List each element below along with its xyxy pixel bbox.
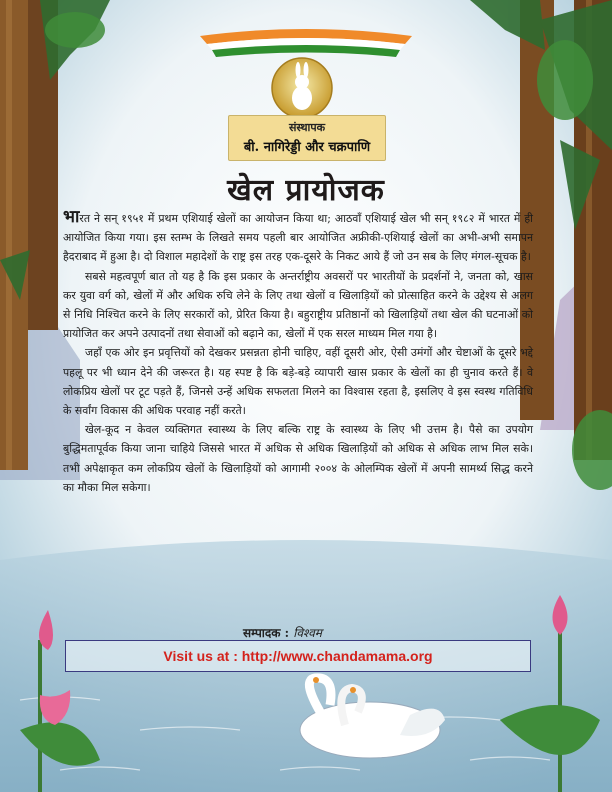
visit-link[interactable]: Visit us at : http://www.chandamama.org [163,648,433,664]
rabbit-moon-emblem-icon [272,58,332,118]
paragraph-2: सबसे महत्वपूर्ण बात तो यह है कि इस प्रकार के अन्तर्राष्ट्रीय अवसरों पर भारतीयों के प्रदर्शनों ने, जनता को, खास कर युवा वर्ग को, खेलों में और अधिक रुचि लेने के लिए तथा खेलों व खिलाड़ियों को प्रोत्साहित करने के उद्देश्य से अलग से निधि निश्चित करने के लिए सरकारों को, प्रेरित किया है। बहुराष्ट्रीय प्रतिष्ठानों को खिलाड़ियों तथा खेल की घटनाओं को प्रायोजित कर अपने उत्पादनों तथा सेवाओं को बढ़ाने का, खेलों में एक सरल माध्यम मिल गया है। [63,269,533,341]
founder-box [228,115,386,161]
founder-label: संस्थापक [288,121,326,134]
paragraph-4: खेल-कूद न केवल व्यक्तिगत स्वास्थ्य के लिए बल्कि राष्ट्र के स्वास्थ्य के लिए भी उत्तम है। पैसे का उपयोग बुद्धिमतापूर्वक किया जाना चाहिये जिससे भारत में अधिक से अधिक खिलाड़ियों को अधिक से अधिक लाभ मिल सके। तभी अपेक्षाकृत कम लोकप्रिय खेलों के खिलाड़ियों को आगामी २००४ के ओलम्पिक खेलों में अपनी सामर्थ्य सिद्ध करने का मौका मिल सकेगा। [63,423,533,494]
editor-label: सम्पादक : [243,626,290,640]
editor-name: विश्वम [293,626,322,640]
visit-box [65,640,531,672]
paragraph-3: जहाँ एक ओर इन प्रवृत्तियों को देखकर प्रसन्नता होनी चाहिए, वहीं दूसरी ओर, ऐसी उमंगों और चेष्टाओं के दूसरे भद्दे पहलू पर भी ध्यान देने की जरूरत है। यह स्पष्ट है कि बड़े-बड़े व्यापारी खास प्रकार के खेलों का ही चुनाव करते हैं। वे लोकप्रिय खेलों पर टूट पड़ते हैं, जिनसे उन्हें अधिक सफलता मिलने का विश्वास रहता है, इसलिए वे इस स्वस्थ गतिविधि के सर्वांग विकास की अधिक परवाह नहीं करते। [63,346,533,418]
editor-credit [243,624,322,641]
founder-names: बी. नागिरेड्डी और चक्रपाणि [243,140,371,155]
article-body [63,208,533,497]
paragraph-1 [63,208,533,267]
dropcap: भा [63,207,80,227]
page-title: खेल प्रायोजक [227,173,385,208]
paragraph-1-text: रत ने सन् १९५१ में प्रथम एशियाई खेलों का आयोजन किया था; आठवाँ एशियाई खेल भी सन् १९८२ में भारत में ही आयोजित किया गया। इस स्तम्भ के लिखते समय पहली बार आयोजित अफ्रीकी-एशियाई खेलों का अभी-अभी समापन हैदराबाद में हुआ है। दो विशाल महादेशों के राष्ट्र इस तरह एक-दूसरे के निकट आये हैं जो उन सब के लिए मंगल-सूचक है। [63,212,533,264]
